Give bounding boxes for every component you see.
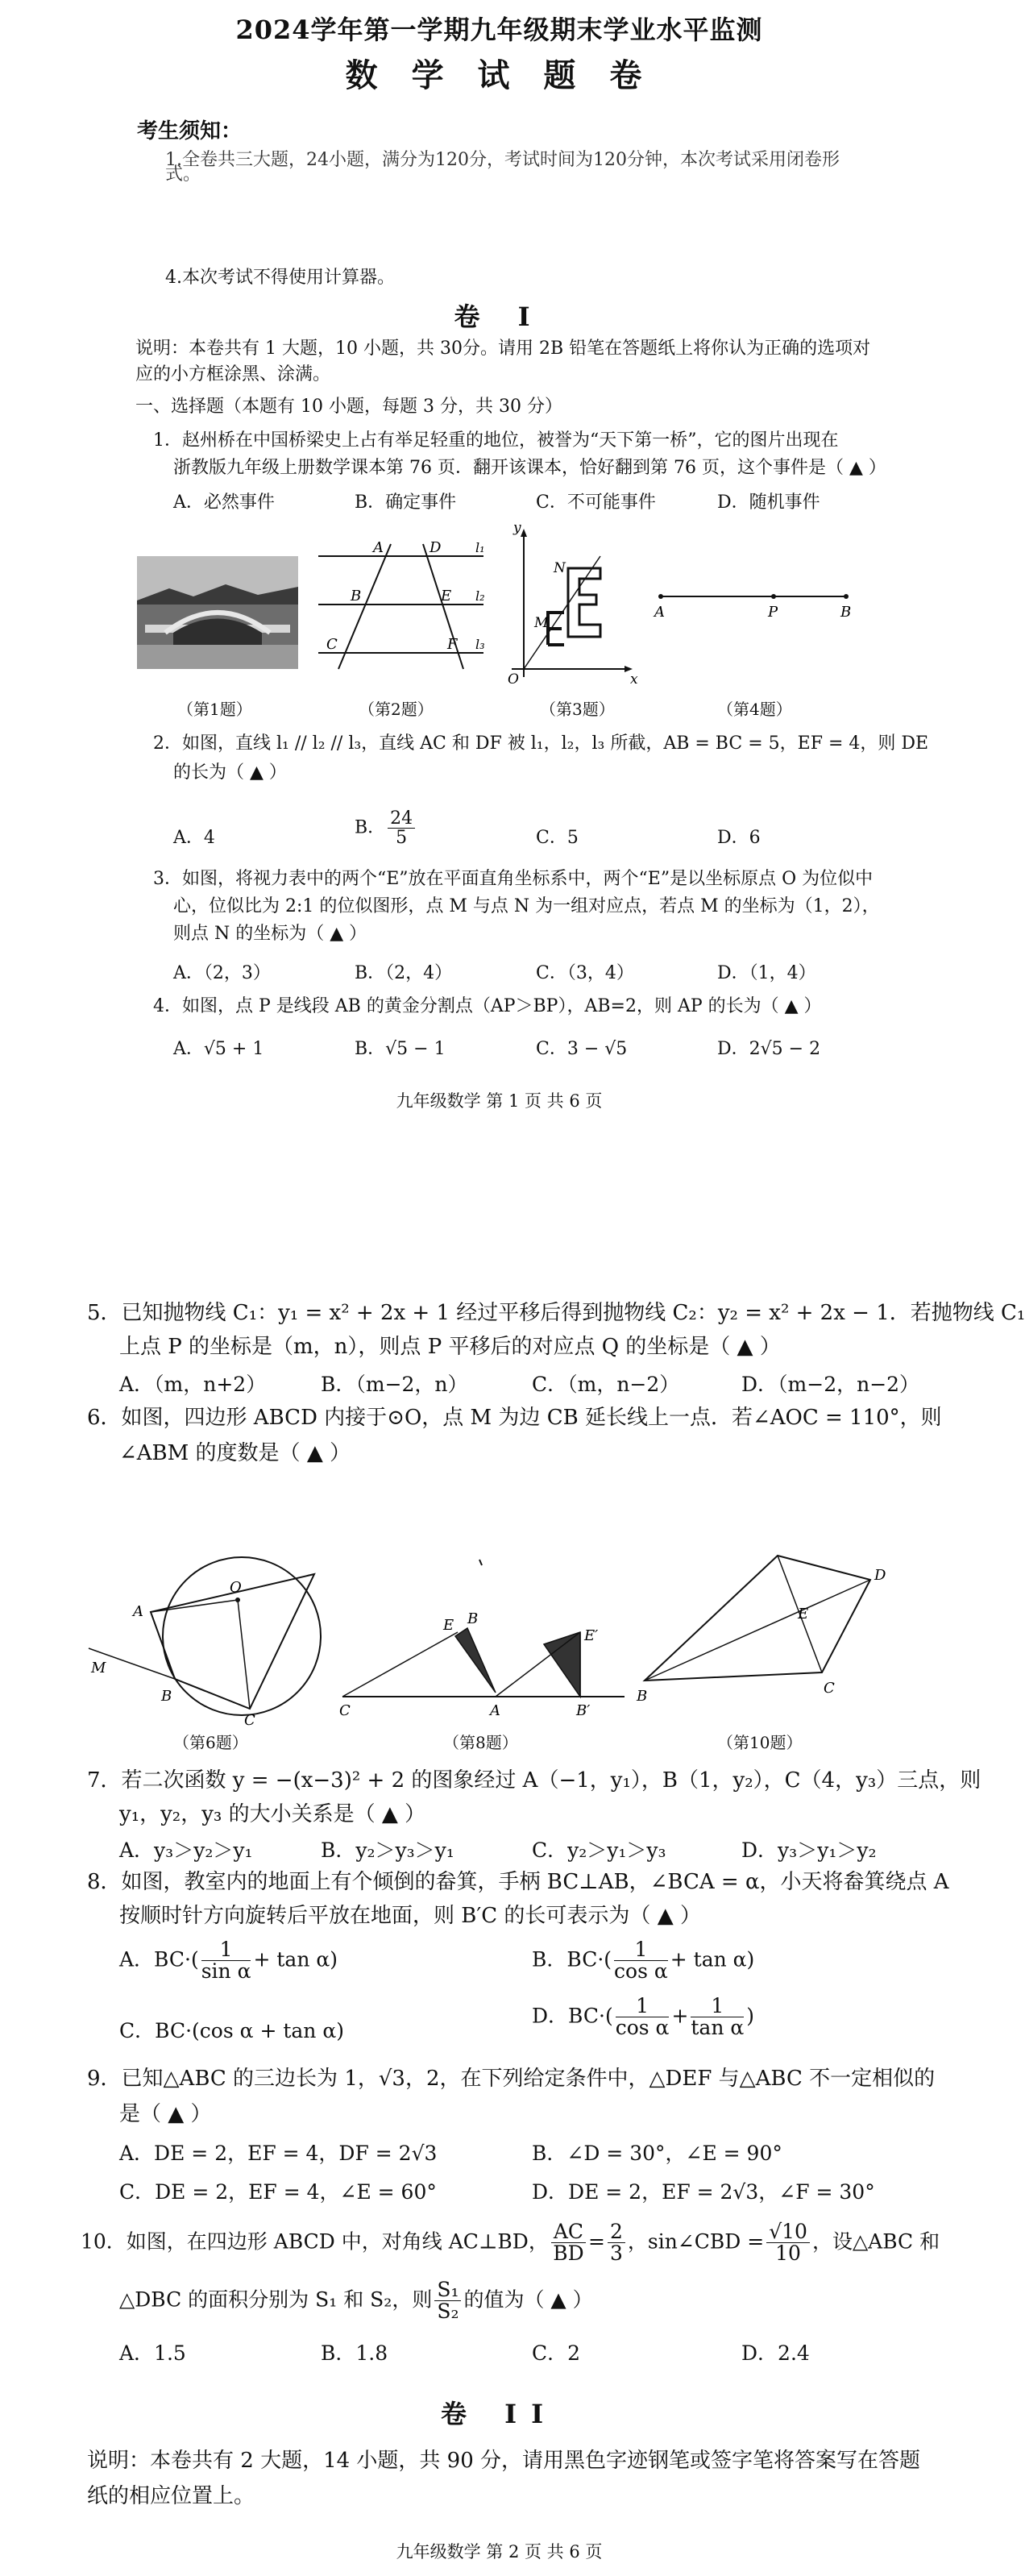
label-l1: l₁ <box>475 540 485 555</box>
q7-option-d: D．y₃＞y₁＞y₂ <box>741 1839 877 1862</box>
q4-option-c: C．3 − √5 <box>536 1039 628 1059</box>
figure-q3 <box>504 520 641 688</box>
q10-option-d: D．2.4 <box>741 2341 810 2365</box>
part1-intro-line1: 说明：本卷共有 1 大题，10 小题，共 30分。请用 2B 铅笔在答题纸上将你认为正确的选项对 <box>135 339 871 359</box>
q3-option-b: B．（2，4） <box>355 963 453 983</box>
label-D: D <box>430 539 442 556</box>
q6-line1: 6．如图，四边形 ABCD 内接于⊙O，点 M 为边 CB 延长线上一点．若∠AOC = 110°，则 <box>87 1406 942 1430</box>
q2-option-b: B． $\frac{24}{5}$ <box>355 809 417 847</box>
label-E-prime: E′ <box>584 1627 599 1644</box>
q9-line2: 是（ ▲ ） <box>119 2102 212 2126</box>
q4-option-a: A．√5 + 1 <box>173 1039 264 1059</box>
figure-q10 <box>637 1548 903 1709</box>
q3-line2: 心，位似比为 2:1 的位似图形，点 M 与点 N 为一组对应点，若点 M 的坐标为（1，2）， <box>173 896 880 916</box>
q9-option-b: B．∠D = 30°，∠E = 90° <box>532 2142 782 2165</box>
q1-line2: 浙教版九年级上册数学课本第 76 页．翻开该课本，恰好翻到第 76 页，这个事件是（ ▲ ） <box>173 458 886 478</box>
q2-line1: 2．如图，直线 l₁ // l₂ // l₃，直线 AC 和 DF 被 l₁，l₂，l₃ 所截，AB = BC = 5，EF = 4，则 DE <box>153 733 929 754</box>
caption-q4: （第4题） <box>717 700 792 719</box>
exam-title: 2024学年第一学期九年级期末学业水平监测 <box>235 15 763 45</box>
q1-option-c: C．不可能事件 <box>536 492 656 513</box>
q9-option-a: A．DE = 2，EF = 4，DF = 2√3 <box>119 2142 438 2165</box>
label-M: M <box>91 1660 106 1676</box>
caption-q8: （第8题） <box>443 1733 518 1752</box>
q10-option-a: A．1.5 <box>119 2341 186 2365</box>
figure-q2 <box>310 536 492 677</box>
bridge-photo <box>137 556 298 669</box>
part1-heading: 卷 I <box>454 301 545 332</box>
label-C: C <box>326 636 338 653</box>
q5-option-a: A．（m，n+2） <box>119 1373 267 1396</box>
label-C: C <box>824 1680 835 1697</box>
q4-line1: 4．如图，点 P 是线段 AB 的黄金分割点（AP＞BP），AB=2，则 AP 的长为（ ▲ ） <box>153 996 822 1016</box>
caption-q1: （第1题） <box>177 700 252 719</box>
q8-line2: 按顺时针方向旋转后平放在地面，则 B′C 的长可表示为（ ▲ ） <box>119 1904 701 1928</box>
q5-option-c: C．（m，n−2） <box>532 1373 680 1396</box>
q7-line1: 7．若二次函数 y = −(x−3)² + 2 的图象经过 A（−1，y₁），B（1，y₂），C（4，y₃）三点，则 <box>87 1768 981 1793</box>
q10-option-b: B．1.8 <box>321 2341 388 2365</box>
q5-option-d: D．（m−2，n−2） <box>741 1373 920 1396</box>
q2-option-c: C．5 <box>536 828 579 848</box>
q3-option-d: D．（1，4） <box>717 963 816 983</box>
q1-line1: 1．赵州桥在中国桥梁史上占有举足轻重的地位，被誉为“天下第一桥”，它的图片出现在 <box>153 430 839 451</box>
q10-line1: 10．如图，在四边形 ABCD 中，对角线 AC⊥BD， $\frac{AC}{BD}$ = $\frac{2}{3}$ ，sin∠CBD = $\frac{√10}{10}$ ，设△ABC 和 <box>81 2220 940 2266</box>
label-A: A <box>133 1603 143 1620</box>
label-A: A <box>654 604 665 621</box>
q1-option-d: D．随机事件 <box>717 492 820 513</box>
q7-option-a: A．y₃＞y₂＞y₁ <box>119 1839 253 1862</box>
label-E: E <box>443 1617 454 1634</box>
q3-line1: 3．如图，将视力表中的两个“E”放在平面直角坐标系中，两个“E”是以坐标原点 O 为位似中 <box>153 869 874 889</box>
q4-option-b: B．√5 − 1 <box>355 1039 446 1059</box>
label-P: P <box>768 604 778 621</box>
q7-option-b: B．y₂＞y₃＞y₁ <box>321 1839 454 1862</box>
q1-option-b: B．确定事件 <box>355 492 457 513</box>
q10-line2: △DBC 的面积分别为 S₁ 和 S₂，则 $\frac{\text{S₁}}{\text{S₂}}$ 的值为（ ▲ ） <box>119 2278 593 2324</box>
notice-cutoff-line: 1.全卷共三大题，24小题，满分为120分，考试时间为120分钟，本次考试采用闭卷形式。 <box>165 150 840 185</box>
q9-line1: 9．已知△ABC 的三边长为 1，√3，2，在下列给定条件中，△DEF 与△ABC 不一定相似的 <box>87 2067 936 2091</box>
label-l3: l₃ <box>475 637 485 652</box>
label-O: O <box>230 1579 242 1596</box>
figure-q4 <box>645 580 862 621</box>
q2-option-a: A．4 <box>173 828 215 848</box>
q5-option-b: B．（m−2，n） <box>321 1373 468 1396</box>
q3-option-a: A．（2，3） <box>173 963 271 983</box>
q5-line2: 上点 P 的坐标是（m，n），则点 P 平移后的对应点 Q 的坐标是（ ▲ ） <box>119 1335 781 1359</box>
q1-option-a: A．必然事件 <box>173 492 275 513</box>
page-footer-1: 九年级数学 第 1 页 共 6 页 <box>396 1091 603 1111</box>
q3-option-c: C．（3，4） <box>536 963 634 983</box>
label-A: A <box>490 1702 500 1719</box>
figure-q6 <box>85 1560 334 1729</box>
label-O: O <box>508 671 519 688</box>
label-C: C <box>244 1712 255 1729</box>
label-B: B <box>161 1688 172 1705</box>
part2-intro-line2: 纸的相应位置上。 <box>87 2484 255 2508</box>
label-l2: l₂ <box>475 588 485 604</box>
q8-option-a: A．BC·( $\frac{1}{\text{sin α}}$ + tan α) <box>119 1938 338 1984</box>
label-B-prime: B′ <box>576 1702 591 1719</box>
q2-option-d: D．6 <box>717 828 761 848</box>
figure-q8 <box>338 1556 629 1717</box>
label-E: E <box>798 1606 809 1622</box>
q8-option-c: C．BC·(cos α + tan α) <box>119 2019 344 2042</box>
caption-q6: （第6题） <box>173 1733 248 1752</box>
caption-q10: （第10题） <box>717 1733 803 1752</box>
q6-line2: ∠ABM 的度数是（ ▲ ） <box>119 1441 351 1465</box>
q4-option-d: D．2√5 − 2 <box>717 1039 821 1059</box>
caption-q3: （第3题） <box>540 700 615 719</box>
part2-intro-line1: 说明：本卷共有 2 大题，14 小题，共 90 分，请用黑色字迹钢笔或签字笔将答案写在答题 <box>87 2449 921 2473</box>
label-B: B <box>467 1610 479 1627</box>
label-E: E <box>441 588 452 605</box>
caption-q2: （第2题） <box>359 700 434 719</box>
label-N: N <box>554 560 566 576</box>
q7-line2: y₁，y₂，y₃ 的大小关系是（ ▲ ） <box>119 1802 426 1826</box>
label-y: y <box>513 520 521 536</box>
q8-option-d: D．BC·( $\frac{1}{\text{cos α}}$ + $\frac{1}{\text{tan α}}$ ) <box>532 1994 755 2040</box>
q9-option-c: C．DE = 2，EF = 4，∠E = 60° <box>119 2180 437 2204</box>
part1-intro-line2: 应的小方框涂黑、涂满。 <box>135 364 331 384</box>
q10-option-c: C．2 <box>532 2341 581 2365</box>
notice-heading: 考生须知： <box>137 119 243 143</box>
label-B: B <box>351 588 362 605</box>
q3-line3: 则点 N 的坐标为（ ▲ ） <box>173 924 367 944</box>
exam-subtitle: 数 学 试 题 卷 <box>345 56 654 94</box>
label-B: B <box>637 1688 648 1705</box>
part2-heading: 卷 II <box>440 2399 558 2429</box>
q8-option-b: B．BC·( $\frac{1}{\text{cos α}}$ + tan α) <box>532 1938 755 1984</box>
label-M: M <box>534 615 549 631</box>
q9-option-d: D．DE = 2，EF = 2√3，∠F = 30° <box>532 2180 875 2204</box>
label-x: x <box>630 671 638 688</box>
label-D: D <box>874 1567 886 1584</box>
q5-line1: 5．已知抛物线 C₁：y₁ = x² + 2x + 1 经过平移后得到抛物线 C₂：y₂ = x² + 2x − 1．若抛物线 C₁ <box>87 1301 1025 1325</box>
q8-line1: 8．如图，教室内的地面上有个倾倒的畚箕，手柄 BC⊥AB，∠BCA = α，小天将畚箕绕点 A <box>87 1870 949 1894</box>
q7-option-c: C．y₂＞y₁＞y₃ <box>532 1839 666 1862</box>
page-footer-2: 九年级数学 第 2 页 共 6 页 <box>396 2542 603 2561</box>
label-A: A <box>373 539 384 556</box>
label-C: C <box>339 1702 351 1719</box>
notice-item-4: 4.本次考试不得使用计算器。 <box>165 268 395 288</box>
label-B: B <box>840 604 852 621</box>
section-title: 一、选择题（本题有 10 小题，每题 3 分，共 30 分） <box>135 397 562 417</box>
q2-line2: 的长为（ ▲ ） <box>173 762 287 783</box>
label-F: F <box>447 636 458 653</box>
